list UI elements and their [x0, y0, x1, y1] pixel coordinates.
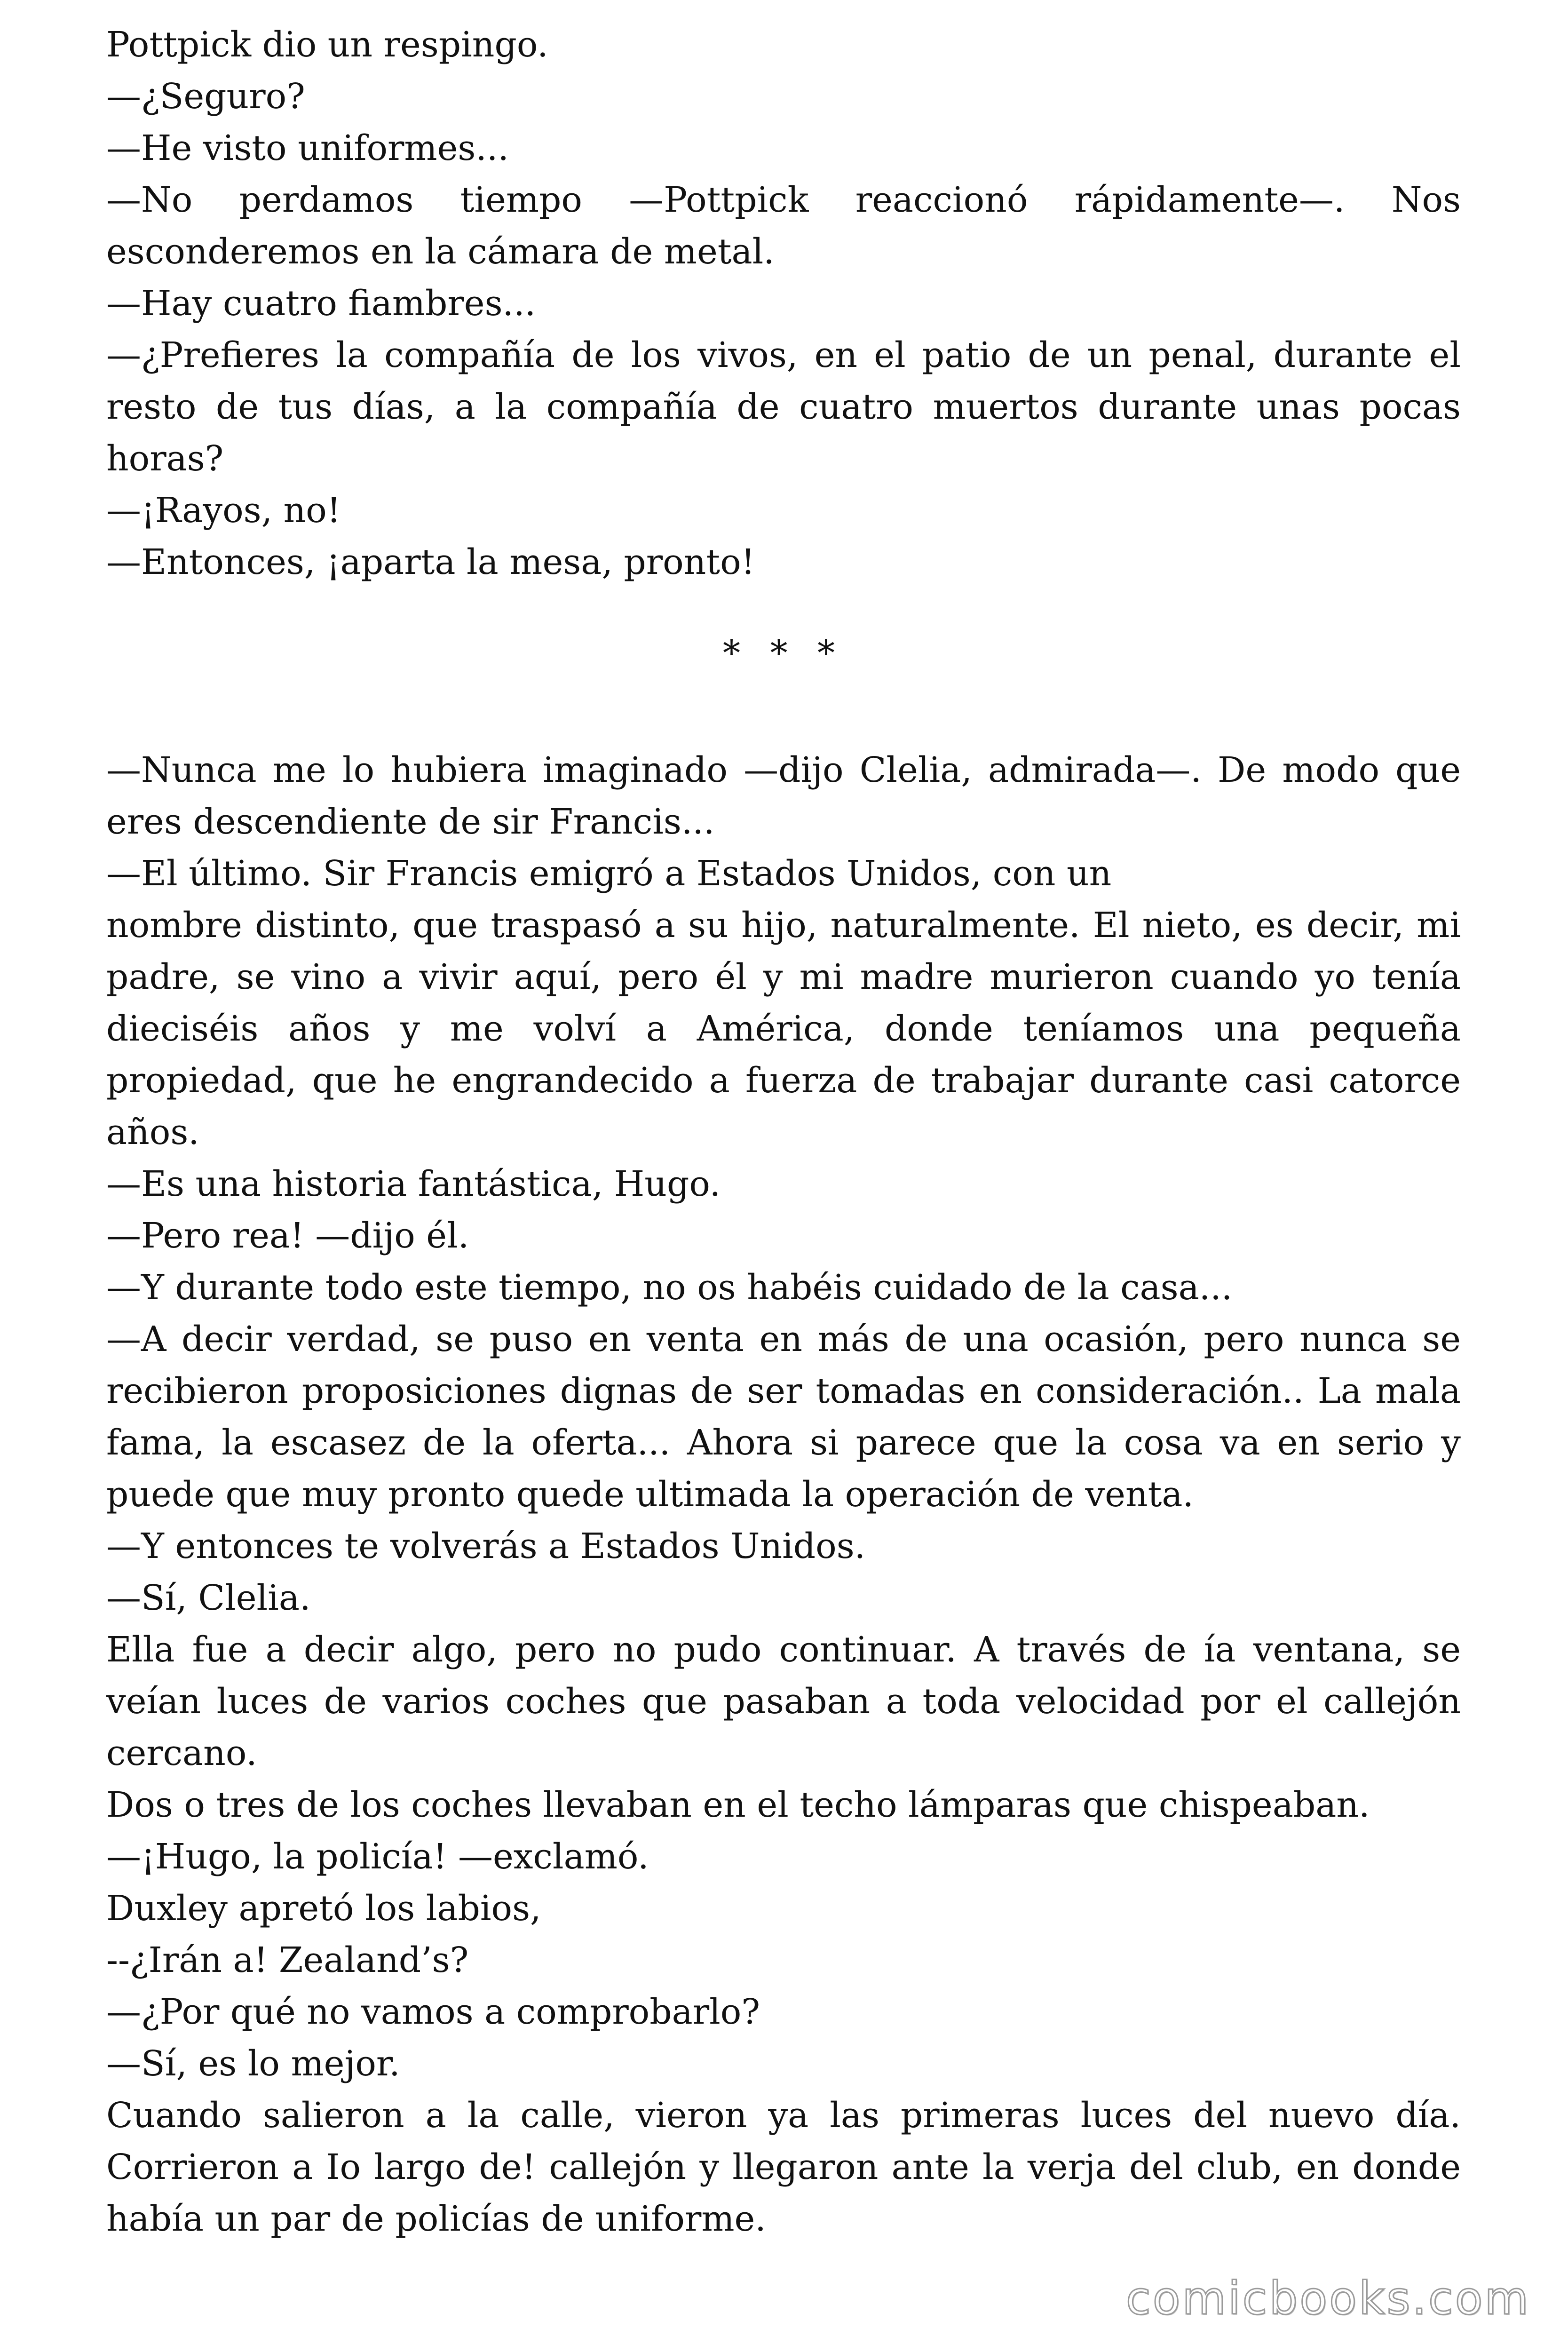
paragraph: —Sí, Clelia. — [106, 1578, 311, 1618]
paragraph: —¡Hugo, la policía! —exclamó. — [106, 1836, 649, 1877]
paragraph: —Y entonces te volverás a Estados Unidos. — [106, 1526, 866, 1566]
section-separator: * * * — [722, 633, 845, 674]
watermark: comicbooks.com — [1125, 2272, 1530, 2325]
paragraph: —Y durante todo este tiempo, no os habéis cuidado de la casa... — [106, 1267, 1233, 1308]
paragraph: nombre distinto, que traspasó a su hijo, naturalmente. El nieto, es decir, mi padre, se vino a vivir aquí, pero él y mi madre murieron cuando yo tenía dieciséis años y me volví a América, donde teníamos una pequeña propiedad, que he engrandecido a fuerza de trabajar durante casi catorce años. — [106, 905, 1461, 1152]
paragraph: —Hay cuatro fiambres... — [106, 283, 536, 324]
paragraph: —Es una historia fantástica, Hugo. — [106, 1164, 721, 1204]
paragraph: Cuando salieron a la calle, vieron ya las primeras luces del nuevo día. Corrieron a Io largo de! callejón y llegaron ante la verja del club, en donde había un par de policías de uniforme. — [106, 2095, 1461, 2239]
paragraph: —A decir verdad, se puso en venta en más de una ocasión, pero nunca se recibieron proposiciones dignas de ser tomadas en consideración.. La mala fama, la escasez de la oferta... Ahora si parece que la cosa va en serio y puede que muy pronto quede ultimada la operación de venta. — [106, 1319, 1461, 1515]
paragraph: —No perdamos tiempo —Pottpick reaccionó rápidamente—. Nos esconderemos en la cámara de metal. — [106, 180, 1461, 272]
paragraph: —¡Rayos, no! — [106, 490, 341, 531]
paragraph: —Nunca me lo hubiera imaginado —dijo Clelia, admirada—. De modo que eres descendiente de sir Francis... — [106, 750, 1461, 842]
paragraph: —Sí, es lo mejor. — [106, 2043, 400, 2084]
paragraph: Ella fue a decir algo, pero no pudo continuar. A través de ía ventana, se veían luces de varios coches que pasaban a toda velocidad por el callejón cercano. — [106, 1629, 1461, 1773]
paragraph: Dos o tres de los coches llevaban en el techo lámparas que chispeaban. — [106, 1785, 1370, 1825]
paragraph: Duxley apretó los labios, — [106, 1888, 541, 1929]
paragraph: --¿Irán a! Zealand’s? — [106, 1940, 469, 1980]
paragraph: Pottpick dio un respingo. — [106, 24, 548, 65]
paragraph: —Pero rea! —dijo él. — [106, 1216, 469, 1256]
paragraph: —He visto uniformes... — [106, 128, 509, 168]
paragraph: —Entonces, ¡aparta la mesa, pronto! — [106, 542, 755, 582]
paragraph-line: —El último. Sir Francis emigró a Estados Unidos, con un — [106, 853, 1112, 894]
section-two — [106, 744, 1461, 2245]
paragraph: —¿Seguro? — [106, 76, 305, 117]
page-body — [106, 19, 1461, 2245]
section-one — [106, 19, 1461, 588]
paragraph: —¿Por qué no vamos a comprobarlo? — [106, 1992, 760, 2032]
paragraph: —¿Prefieres la compañía de los vivos, en el patio de un penal, durante el resto de tus días, a la compañía de cuatro muertos durante unas pocas horas? — [106, 335, 1461, 479]
